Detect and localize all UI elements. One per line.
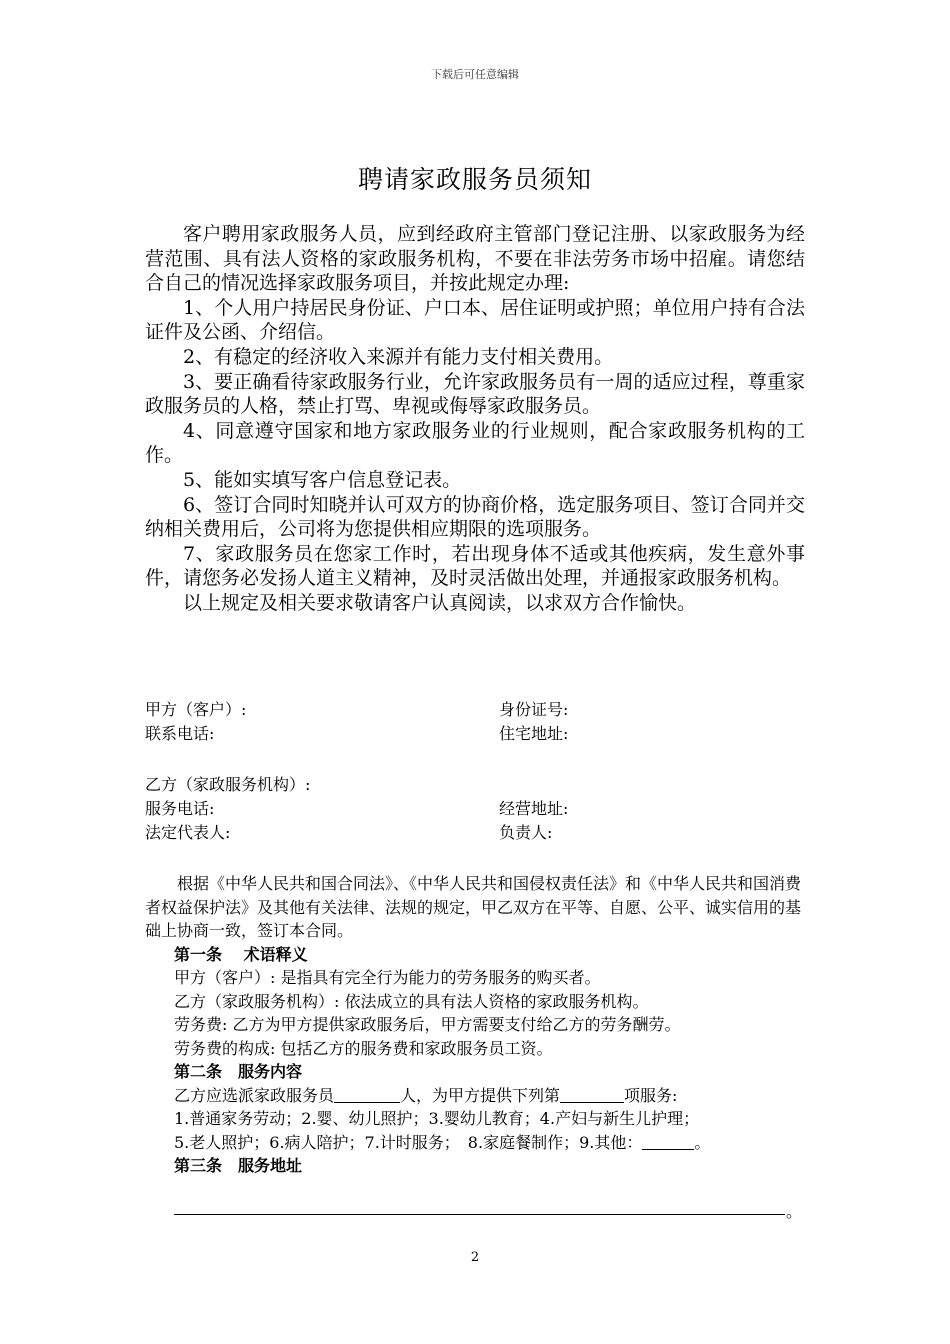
party-b-phone-label: 服务电话: (145, 799, 215, 818)
article-1-line: 劳务费: 乙方为甲方提供家政服务后，甲方需要支付给乙方的劳务酬劳。 (174, 1015, 681, 1034)
service-address-end-mark: 。 (786, 1202, 803, 1221)
page-title: 聘请家政服务员须知 (357, 165, 592, 194)
staff-count-blank[interactable] (334, 1086, 400, 1103)
article-2-text: 。 (694, 1132, 711, 1152)
service-address-blank[interactable] (174, 1214, 785, 1215)
article-2-text: 乙方应选派家政服务员 (174, 1085, 335, 1105)
notice-item-6: 6、签订合同时知晓并认可双方的协商价格，选定服务项目、签订合同并交纳相关费用后，公司将为您提供相应期限的选项服务。 (145, 493, 805, 541)
notice-item-4: 4、同意遵守国家和地方家政服务业的行业规则，配合家政服务机构的工作。 (145, 419, 805, 467)
notice-item-3: 3、要正确看待家政服务行业，允许家政服务员有一周的适应过程，尊重家政服务员的人格，禁止打骂、卑视或侮辱家政服务员。 (145, 370, 805, 418)
notice-item-5: 5、能如实填写客户信息登记表。 (183, 468, 462, 491)
header-note: 下载后可任意编辑 (431, 68, 519, 81)
notice-section (145, 222, 805, 616)
article-2-text: 5.老人照护；6.病人陪护；7.计时服务； 8.家庭餐制作；9.其他： (174, 1132, 643, 1152)
article-2-line-2: 1.普通家务劳动；2.婴、幼儿照护；3.婴幼儿教育；4.产妇与新生儿护理； (174, 1109, 700, 1128)
service-number-blank[interactable] (560, 1086, 624, 1103)
article-2-title: 第二条 服务内容 (174, 1062, 303, 1081)
party-a-id-label: 身份证号: (499, 700, 569, 719)
party-b-block (145, 773, 805, 845)
notice-closing: 以上规定及相关要求敬请客户认真阅读，以求双方合作愉快。 (183, 591, 697, 614)
article-1-title: 第一条 术语释义 (174, 944, 308, 964)
party-a-name-label: 甲方（客户）: (145, 700, 247, 719)
article-1-line: 甲方（客户）: 是指具有完全行为能力的劳务服务的购买者。 (174, 968, 601, 987)
article-2-text: 项服务: (624, 1085, 678, 1105)
article-2-line-3 (145, 1131, 805, 1155)
party-a-block (145, 698, 805, 746)
notice-item-7: 7、家政服务员在您家工作时，若出现身体不适或其他疾病，发生意外事件，请您务必发扬人道主义精神，及时灵活做出处理，并通报家政服务机构。 (145, 542, 805, 590)
page-number: 2 (470, 1250, 480, 1265)
article-2-line-1 (145, 1084, 805, 1108)
notice-paragraph: 客户聘用家政服务人员，应到经政府主管部门登记注册、以家政服务为经营范围、具有法人资格的家政服务机构，不要在非法劳务市场中招雇。请您结合自己的情况选择家政服务项目，并按此规定办理: (145, 223, 805, 295)
party-b-address-label: 经营地址: (499, 799, 569, 818)
party-b-name-label: 乙方（家政服务机构）: (145, 775, 311, 794)
article-3-title: 第三条 服务地址 (174, 1156, 303, 1175)
party-b-manager-label: 负责人: (499, 823, 553, 842)
other-service-blank[interactable] (642, 1133, 694, 1150)
notice-item-2: 2、有稳定的经济收入来源并有能力支付相关费用。 (183, 345, 614, 368)
article-2-text: 人，为甲方提供下列第 (400, 1085, 561, 1105)
article-1-line: 劳务费的构成: 包括乙方的服务费和家政服务员工资。 (174, 1038, 553, 1058)
party-a-address-label: 住宅地址: (499, 724, 569, 743)
contract-body (145, 872, 805, 1178)
article-1-line: 乙方（家政服务机构）: 依法成立的具有法人资格的家政服务机构。 (174, 991, 649, 1011)
contract-preamble: 根据《中华人民共和国合同法》、《中华人民共和国侵权责任法》和《中华人民共和国消费者权益保护法》及其他有关法律、法规的规定，甲乙双方在平等、自愿、公平、诚实信用的基础上协商一致，签订本合同。 (145, 874, 802, 940)
party-a-phone-label: 联系电话: (145, 724, 215, 743)
notice-item-1: 1、个人用户持居民身份证、户口本、居住证明或护照；单位用户持有合法证件及公函、介绍信。 (145, 296, 805, 344)
party-b-rep-label: 法定代表人: (145, 823, 231, 842)
